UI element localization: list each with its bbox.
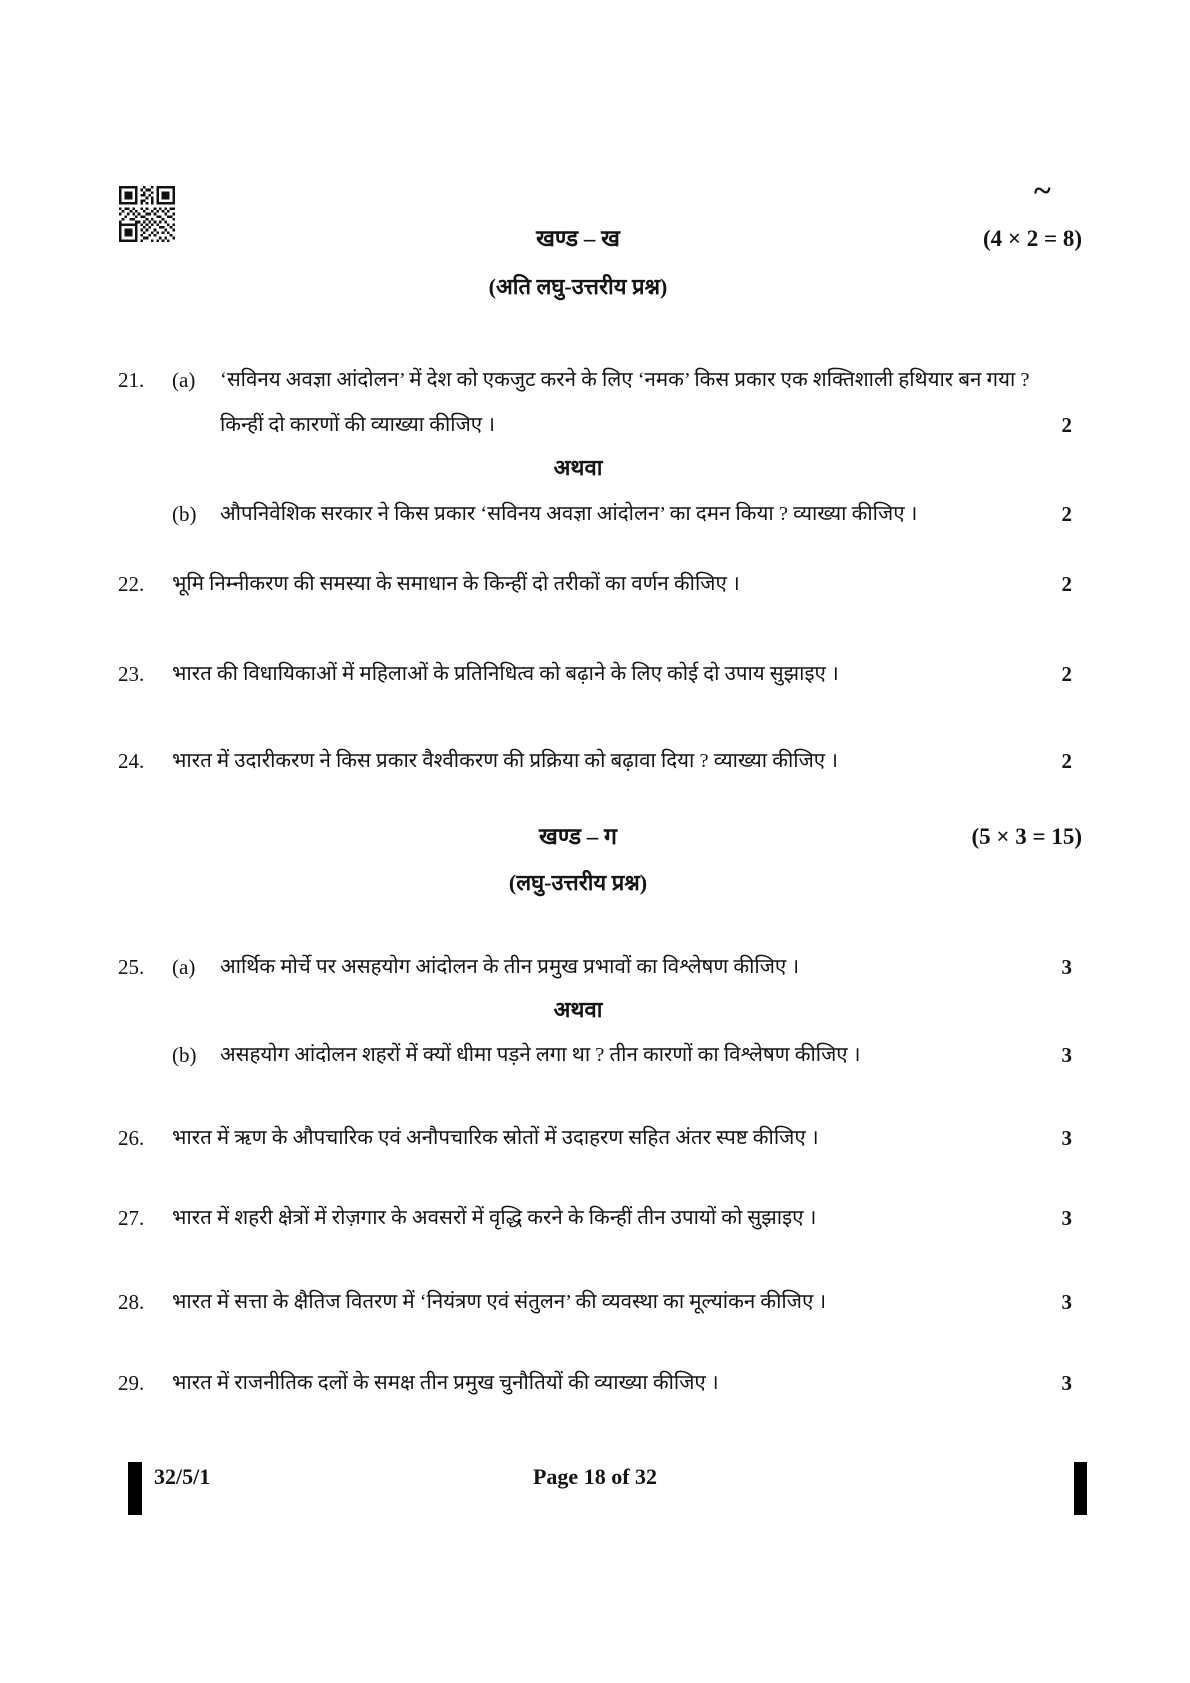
question-24-row [118, 739, 1082, 784]
question-text: भारत में उदारीकरण ने किस प्रकार वैश्वीकरण की प्रक्रिया को बढ़ावा दिया ? व्याख्या कीजिए । [172, 750, 839, 772]
question-21a-row [118, 358, 1082, 448]
question-28-row [118, 1280, 1082, 1325]
question-marks: 3 [1061, 1043, 1072, 1067]
question-marks: 2 [1061, 662, 1072, 686]
question-marks: 2 [1061, 502, 1072, 526]
question-text: ‘सविनय अवज्ञा आंदोलन’ में देश को एकजुट करने के लिए ‘नमक’ किस प्रकार एक शक्तिशाली हथियार बन गया ? किन्हीं दो कारणों की व्याख्या कीजिए । [220, 369, 1030, 436]
question-number: 26. [118, 1126, 145, 1150]
section-c-subtitle: (लघु-उत्तरीय प्रश्न) [508, 870, 648, 895]
question-marks: 2 [1061, 749, 1072, 773]
question-marks: 3 [1061, 955, 1072, 979]
footer-page-number: Page 18 of 32 [532, 1464, 658, 1489]
section-c-marks-total: (5 × 3 = 15) [971, 824, 1082, 849]
question-text: आर्थिक मोर्चे पर असहयोग आंदोलन के तीन प्रमुख प्रभावों का विश्लेषण कीजिए । [220, 956, 800, 978]
section-b-subtitle: (अति लघु-उत्तरीय प्रश्न) [488, 274, 668, 299]
question-21b-row [118, 492, 1082, 537]
section-b-title: खण्ड – ख [536, 226, 620, 251]
question-number: 22. [118, 572, 145, 596]
question-text: भारत में सत्ता के क्षैतिज वितरण में ‘नियंत्रण एवं संतुलन’ की व्यवस्था का मूल्यांकन कीजिए । [172, 1291, 827, 1313]
question-number: 28. [118, 1290, 145, 1314]
question-marks: 2 [1061, 572, 1072, 596]
question-part-label: (b) [172, 502, 197, 526]
question-number: 24. [118, 749, 145, 773]
section-c-header [118, 820, 1082, 854]
question-part-label: (a) [172, 368, 196, 392]
corner-tilde-mark: ~ [1034, 172, 1051, 208]
question-number: 23. [118, 662, 145, 686]
question-text: भूमि निम्नीकरण की समस्या के समाधान के किन्हीं दो तरीकों का वर्णन कीजिए । [172, 573, 740, 595]
question-text: असहयोग आंदोलन शहरों में क्यों धीमा पड़ने लगा था ? तीन कारणों का विश्लेषण कीजिए । [220, 1044, 861, 1066]
question-marks: 3 [1061, 1371, 1072, 1395]
section-b-header [118, 222, 1082, 256]
question-number: 29. [118, 1371, 145, 1395]
or-separator: अथवा [553, 455, 603, 480]
question-29-row [118, 1361, 1082, 1406]
question-part-label: (b) [172, 1043, 197, 1067]
question-marks: 3 [1061, 1290, 1072, 1314]
question-marks: 3 [1061, 1126, 1072, 1150]
section-c-title: खण्ड – ग [539, 824, 617, 849]
question-text: औपनिवेशिक सरकार ने किस प्रकार ‘सविनय अवज्ञा आंदोलन’ का दमन किया ? व्याख्या कीजिए । [220, 503, 918, 525]
question-number: 27. [118, 1206, 145, 1230]
question-22-row [118, 562, 1082, 607]
question-text: भारत में राजनीतिक दलों के समक्ष तीन प्रमुख चुनौतियों की व्याख्या कीजिए । [172, 1372, 719, 1394]
section-b-marks-total: (4 × 2 = 8) [982, 226, 1082, 251]
footer-paper-code: 32/5/1 [154, 1464, 211, 1489]
question-part-label: (a) [172, 955, 196, 979]
question-number: 21. [118, 368, 145, 392]
question-text: भारत में ऋण के औपचारिक एवं अनौपचारिक स्रोतों में उदाहरण सहित अंतर स्पष्ट कीजिए । [172, 1127, 819, 1149]
question-number: 25. [118, 955, 145, 979]
question-marks: 2 [1061, 413, 1072, 437]
question-text: भारत की विधायिकाओं में महिलाओं के प्रतिनिधित्व को बढ़ाने के लिए कोई दो उपाय सुझाइए । [172, 663, 839, 685]
question-25a-row [118, 945, 1082, 990]
footer-right-bar [1074, 1462, 1087, 1515]
question-27-row [118, 1196, 1082, 1241]
or-separator: अथवा [553, 997, 603, 1022]
question-marks: 3 [1061, 1206, 1072, 1230]
question-23-row [118, 652, 1082, 697]
question-paper-body [118, 0, 1082, 1406]
question-text: भारत में शहरी क्षेत्रों में रोज़गार के अवसरों में वृद्धि करने के किन्हीं तीन उपायों को सुझाइए । [172, 1207, 817, 1229]
question-25b-row [118, 1033, 1082, 1078]
question-26-row [118, 1116, 1082, 1161]
